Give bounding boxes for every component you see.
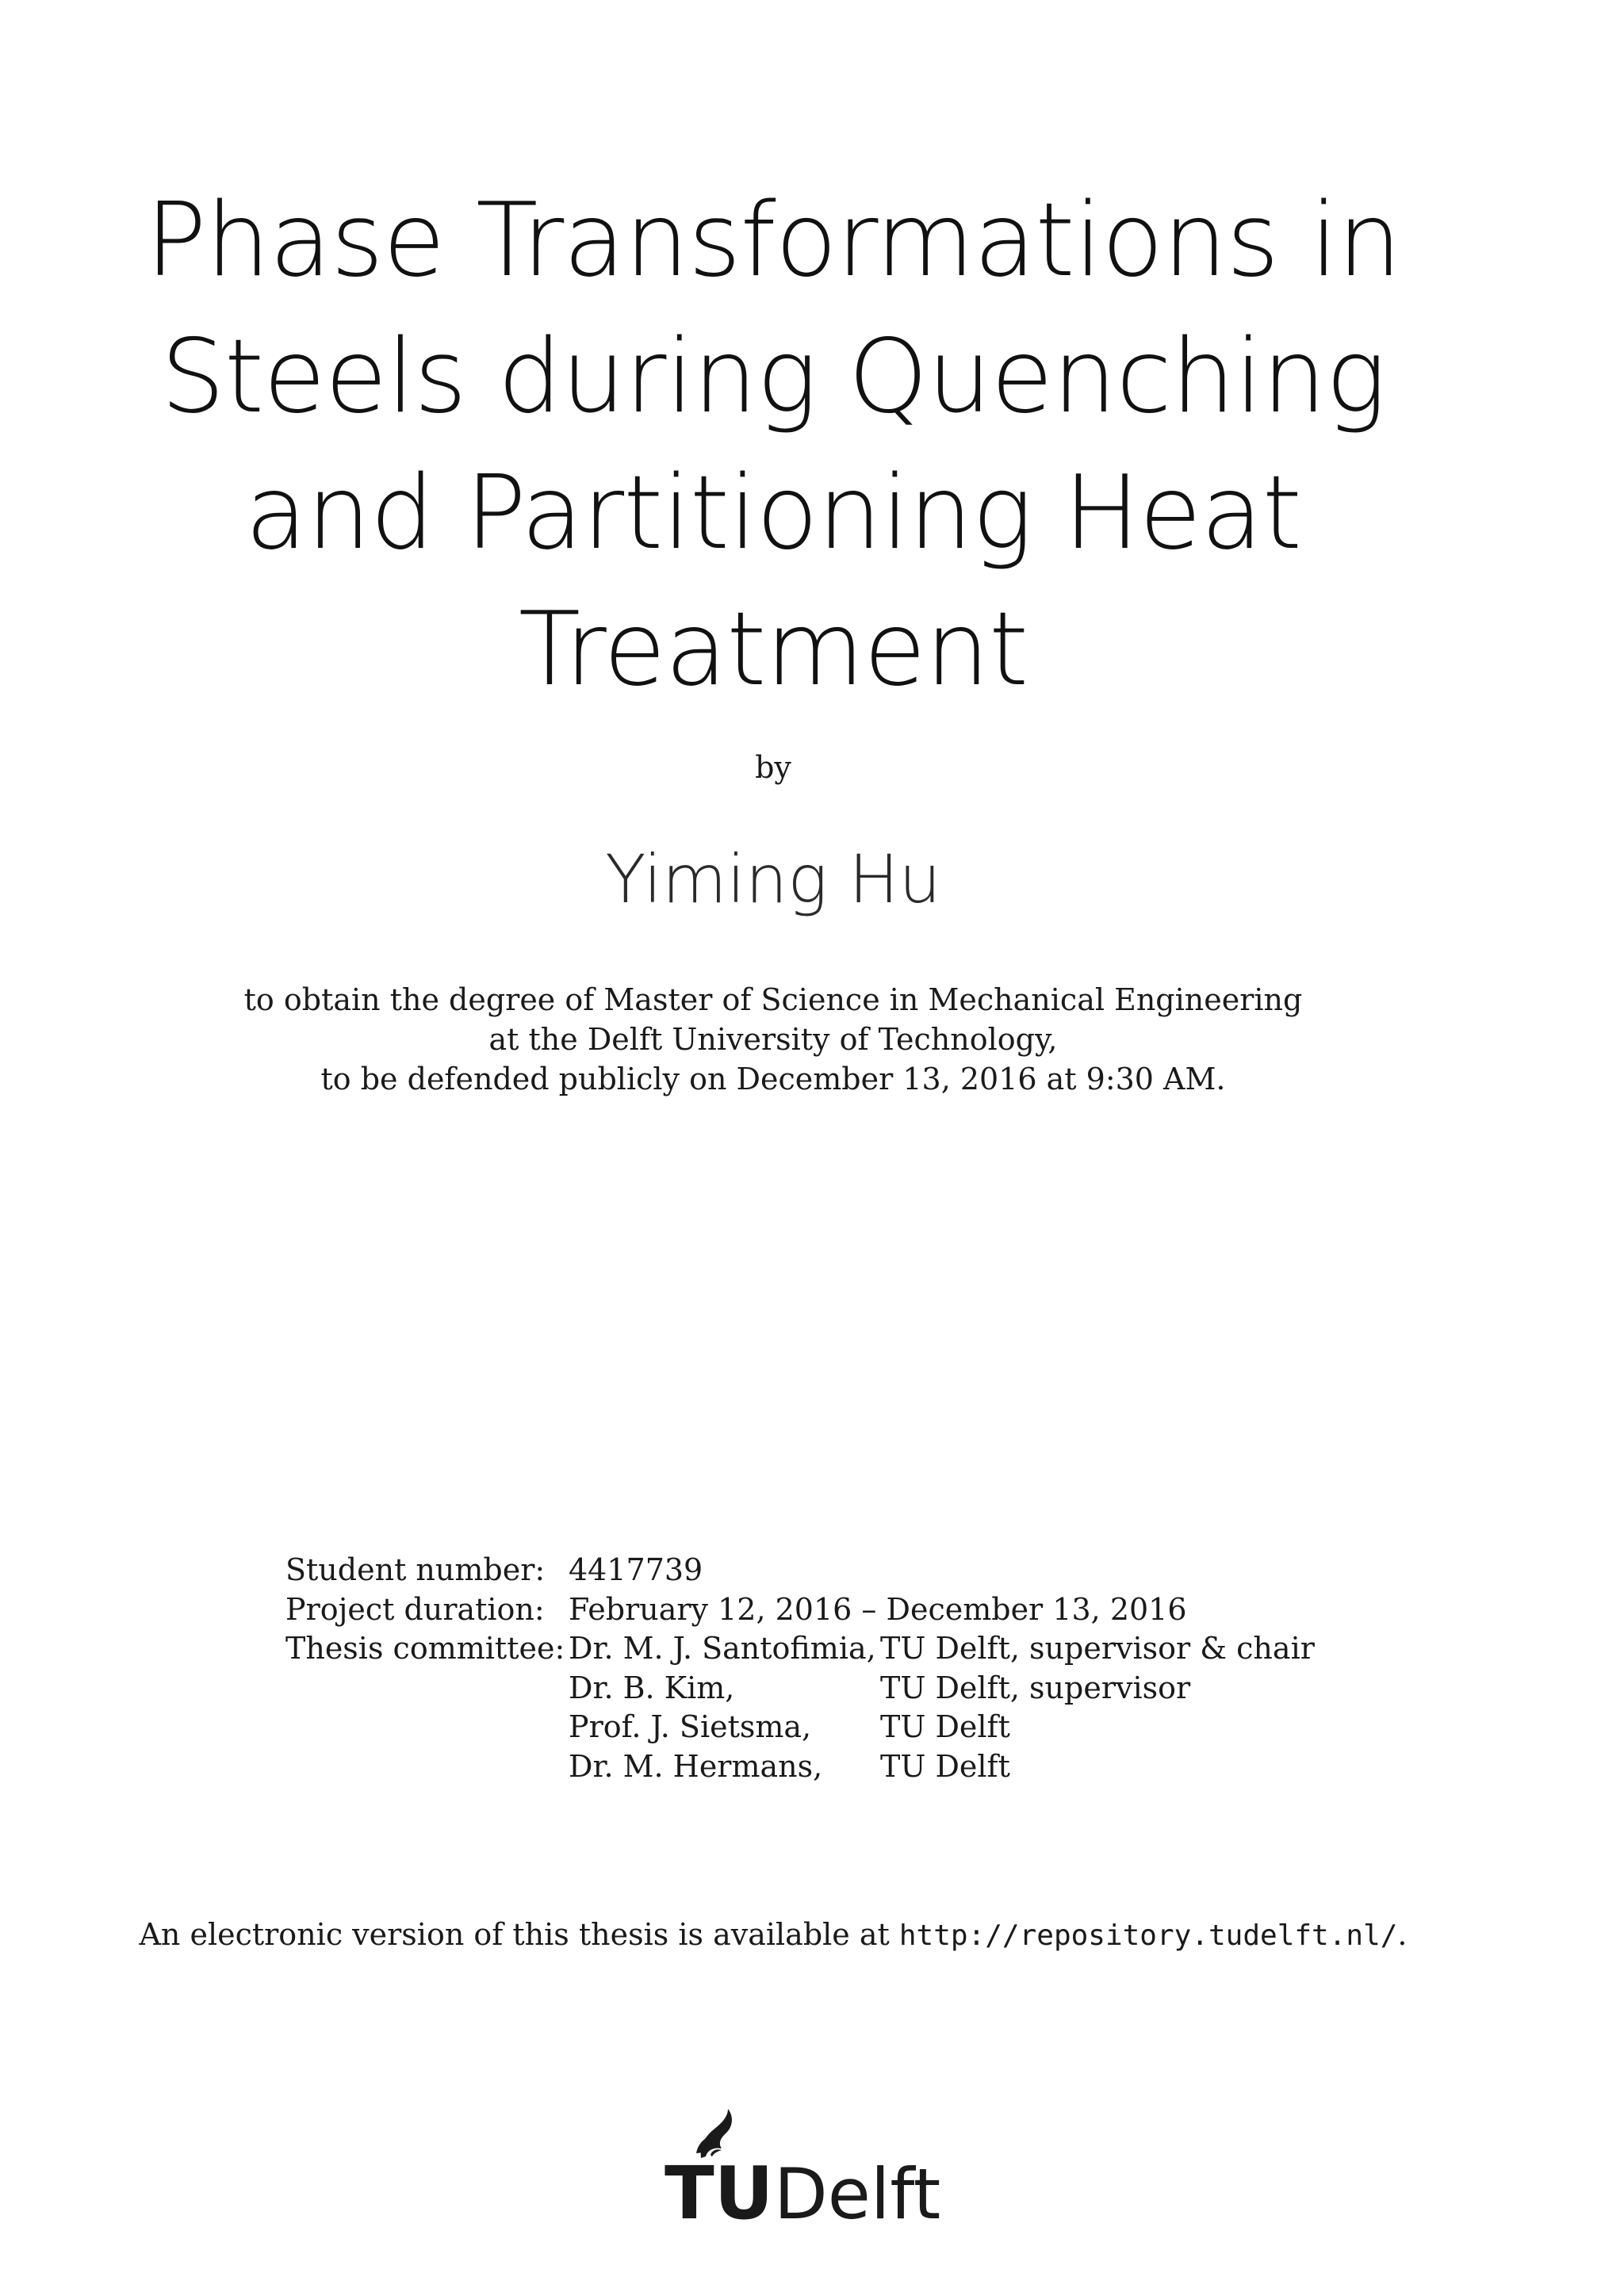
degree-line: to obtain the degree of Master of Science in Mechanical Engineering [243,982,1303,1017]
project-duration-row [285,1590,1315,1630]
thesis-title [79,173,1467,718]
committee-row [285,1669,1315,1709]
title-line: Treatment [518,591,1028,709]
degree-line: to be defended publicly on December 13, 2016 at 9:30 AM. [320,1062,1226,1096]
committee-member-role: TU Delft, supervisor [880,1670,1191,1705]
committee-row [285,1629,1315,1669]
committee-member-role: TU Delft [880,1748,1010,1784]
electronic-prefix: An electronic version of this thesis is available at [139,1917,899,1952]
committee-member-name: Dr. M. J. Santofimia, [569,1631,876,1666]
tudelft-logo [665,2107,942,2225]
electronic-version-note [0,1917,1546,1952]
committee-member-role: TU Delft [880,1709,1010,1744]
student-number-label: Student number: [285,1552,546,1587]
project-duration-value: February 12, 2016 – December 13, 2016 [569,1591,1187,1627]
committee-row [285,1747,1315,1787]
committee-member-role: TU Delft, supervisor & chair [880,1631,1315,1666]
degree-statement [0,980,1546,1099]
logo-delft-text: Delft [774,2153,941,2225]
logo-tu-text: TU [665,2151,774,2225]
title-line: Steels during Quenching [160,318,1386,436]
student-number-row [285,1551,1315,1590]
thesis-info-table [285,1551,1315,1786]
by-label: by [755,750,791,785]
title-line: and Partitioning Heat [245,454,1301,572]
committee-member-name: Dr. M. Hermans, [569,1748,823,1784]
project-duration-label: Project duration: [285,1591,545,1627]
committee-label: Thesis committee: [285,1631,565,1666]
electronic-suffix: . [1397,1917,1408,1952]
author-name: Yiming Hu [605,840,941,918]
repository-link[interactable]: http://repository.tudelft.nl/ [898,1919,1398,1952]
title-line: Phase Transformations in [145,182,1401,300]
committee-member-name: Prof. J. Sietsma, [569,1709,812,1744]
committee-member-name: Dr. B. Kim, [569,1670,735,1705]
student-number-value: 4417739 [569,1552,703,1587]
degree-line: at the Delft University of Technology, [488,1022,1058,1057]
committee-row [285,1708,1315,1747]
